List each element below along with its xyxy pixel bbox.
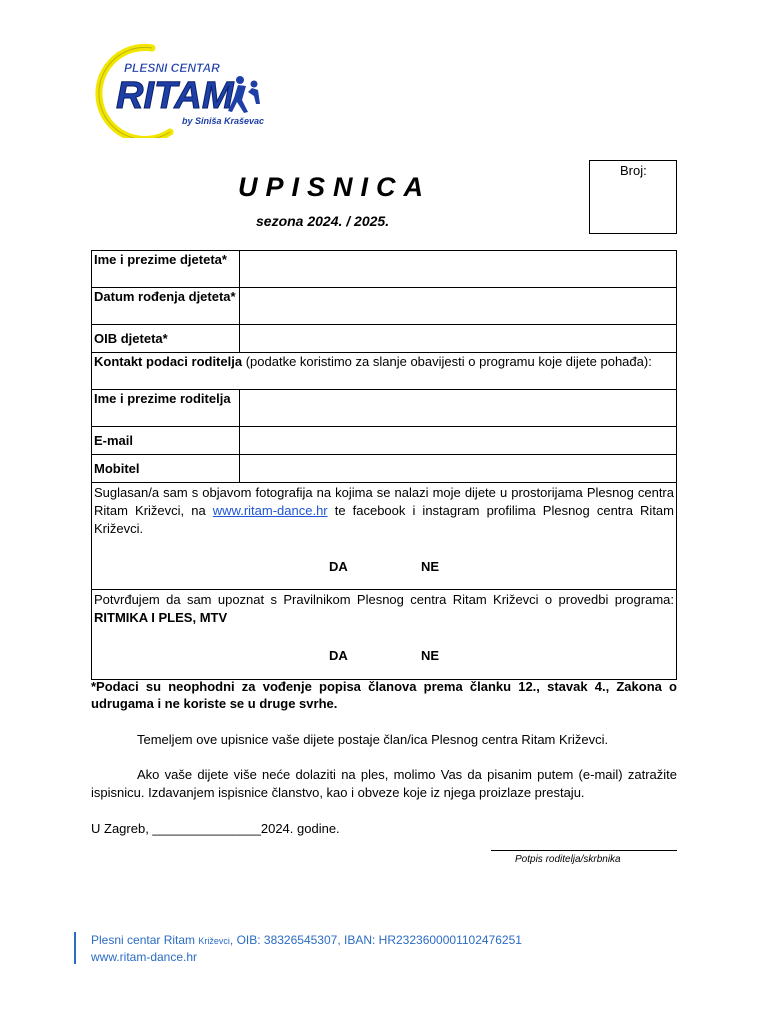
page-title: UPISNICA <box>238 172 432 202</box>
child-dob-label: Datum rođenja djeteta* <box>92 288 240 325</box>
footer-accent-bar <box>74 932 76 964</box>
photo-consent-choices <box>94 558 674 576</box>
child-name-label: Ime i prezime djeteta* <box>92 251 240 288</box>
footer-city: Križevci <box>198 936 230 946</box>
logo-line2: RITAM <box>116 75 234 117</box>
photo-consent-no[interactable]: NE <box>421 559 440 574</box>
contact-note: (podatke koristimo za slanje obavijesti o programu koje dijete pohađa): <box>245 354 652 369</box>
rules-consent-yes[interactable]: DA <box>329 648 348 663</box>
footer <box>91 932 522 965</box>
rules-consent-no[interactable]: NE <box>421 648 440 663</box>
child-name-field[interactable] <box>240 251 677 288</box>
membership-paragraph: Temeljem ove upisnice vaše dijete postaje član/ica Plesnog centra Ritam Križevci. <box>137 732 609 747</box>
mobile-field[interactable] <box>240 455 677 483</box>
required-data-note: *Podaci su neophodni za vođenje popisa članova prema članku 12., stavak 4., Zakona o udrugama i ne koriste se u druge svrhe. <box>91 679 677 711</box>
photo-consent-text: Suglasan/a sam s objavom fotografija na kojima se nalazi moje dijete u prostorijama Plesnog centra Ritam Križevci, na <box>94 485 674 518</box>
rules-consent-choices <box>94 647 674 665</box>
footer-line-1 <box>91 932 522 949</box>
footer-details: , OIB: 38326545307, IBAN: HR2323600001102476251 <box>229 933 522 947</box>
broj-label: Broj: <box>620 163 647 178</box>
signature-label: Potpis roditelja/skrbnika <box>515 854 621 865</box>
photo-consent-cell <box>92 483 677 590</box>
registration-number-box[interactable] <box>589 160 677 234</box>
contact-heading: Kontakt podaci roditelja <box>94 354 243 369</box>
parent-name-field[interactable] <box>240 390 677 427</box>
programs-list: RITMIKA I PLES, MTV <box>94 610 228 625</box>
logo-line1: PLESNI CENTAR <box>124 61 220 75</box>
child-oib-label: OIB djeteta* <box>92 325 240 353</box>
logo-graphic <box>90 42 268 138</box>
child-dob-field[interactable] <box>240 288 677 325</box>
email-label: E-mail <box>92 427 240 455</box>
photo-consent-text-end: te facebook i instagram profilima Plesnog centra Ritam Križevci. <box>94 503 674 536</box>
withdrawal-paragraph: Ako vaše dijete više neće dolaziti na ples, molimo Vas da pisanim putem (e-mail) zatražite ispisnicu. Izdavanjem ispisnice članstvo, kao i obveze koje iz njega proizlaze prestaju. <box>91 767 677 800</box>
signature-line[interactable] <box>491 850 677 851</box>
place-date-line: U Zagreb, _______________2024. godine. <box>91 821 340 836</box>
parent-name-label: Ime i prezime roditelja <box>92 390 240 427</box>
footer-website[interactable]: www.ritam-dance.hr <box>91 950 198 964</box>
mobile-label: Mobitel <box>92 455 240 483</box>
season-subtitle: sezona 2024. / 2025. <box>256 213 390 229</box>
logo-byline: by Siniša Kraševac <box>182 116 265 126</box>
rules-consent-text: Potvrđujem da sam upoznat s Pravilnikom Plesnog centra Ritam Križevci o provedbi programa: <box>94 592 674 607</box>
rules-consent-cell <box>92 590 677 680</box>
photo-consent-yes[interactable]: DA <box>329 559 348 574</box>
footer-org: Plesni centar Ritam <box>91 933 196 947</box>
email-field[interactable] <box>240 427 677 455</box>
registration-form-table <box>91 250 677 680</box>
website-link[interactable]: www.ritam-dance.hr <box>212 503 328 518</box>
child-oib-field[interactable] <box>240 325 677 353</box>
contact-heading-cell <box>92 353 677 390</box>
ritam-logo <box>90 42 268 138</box>
